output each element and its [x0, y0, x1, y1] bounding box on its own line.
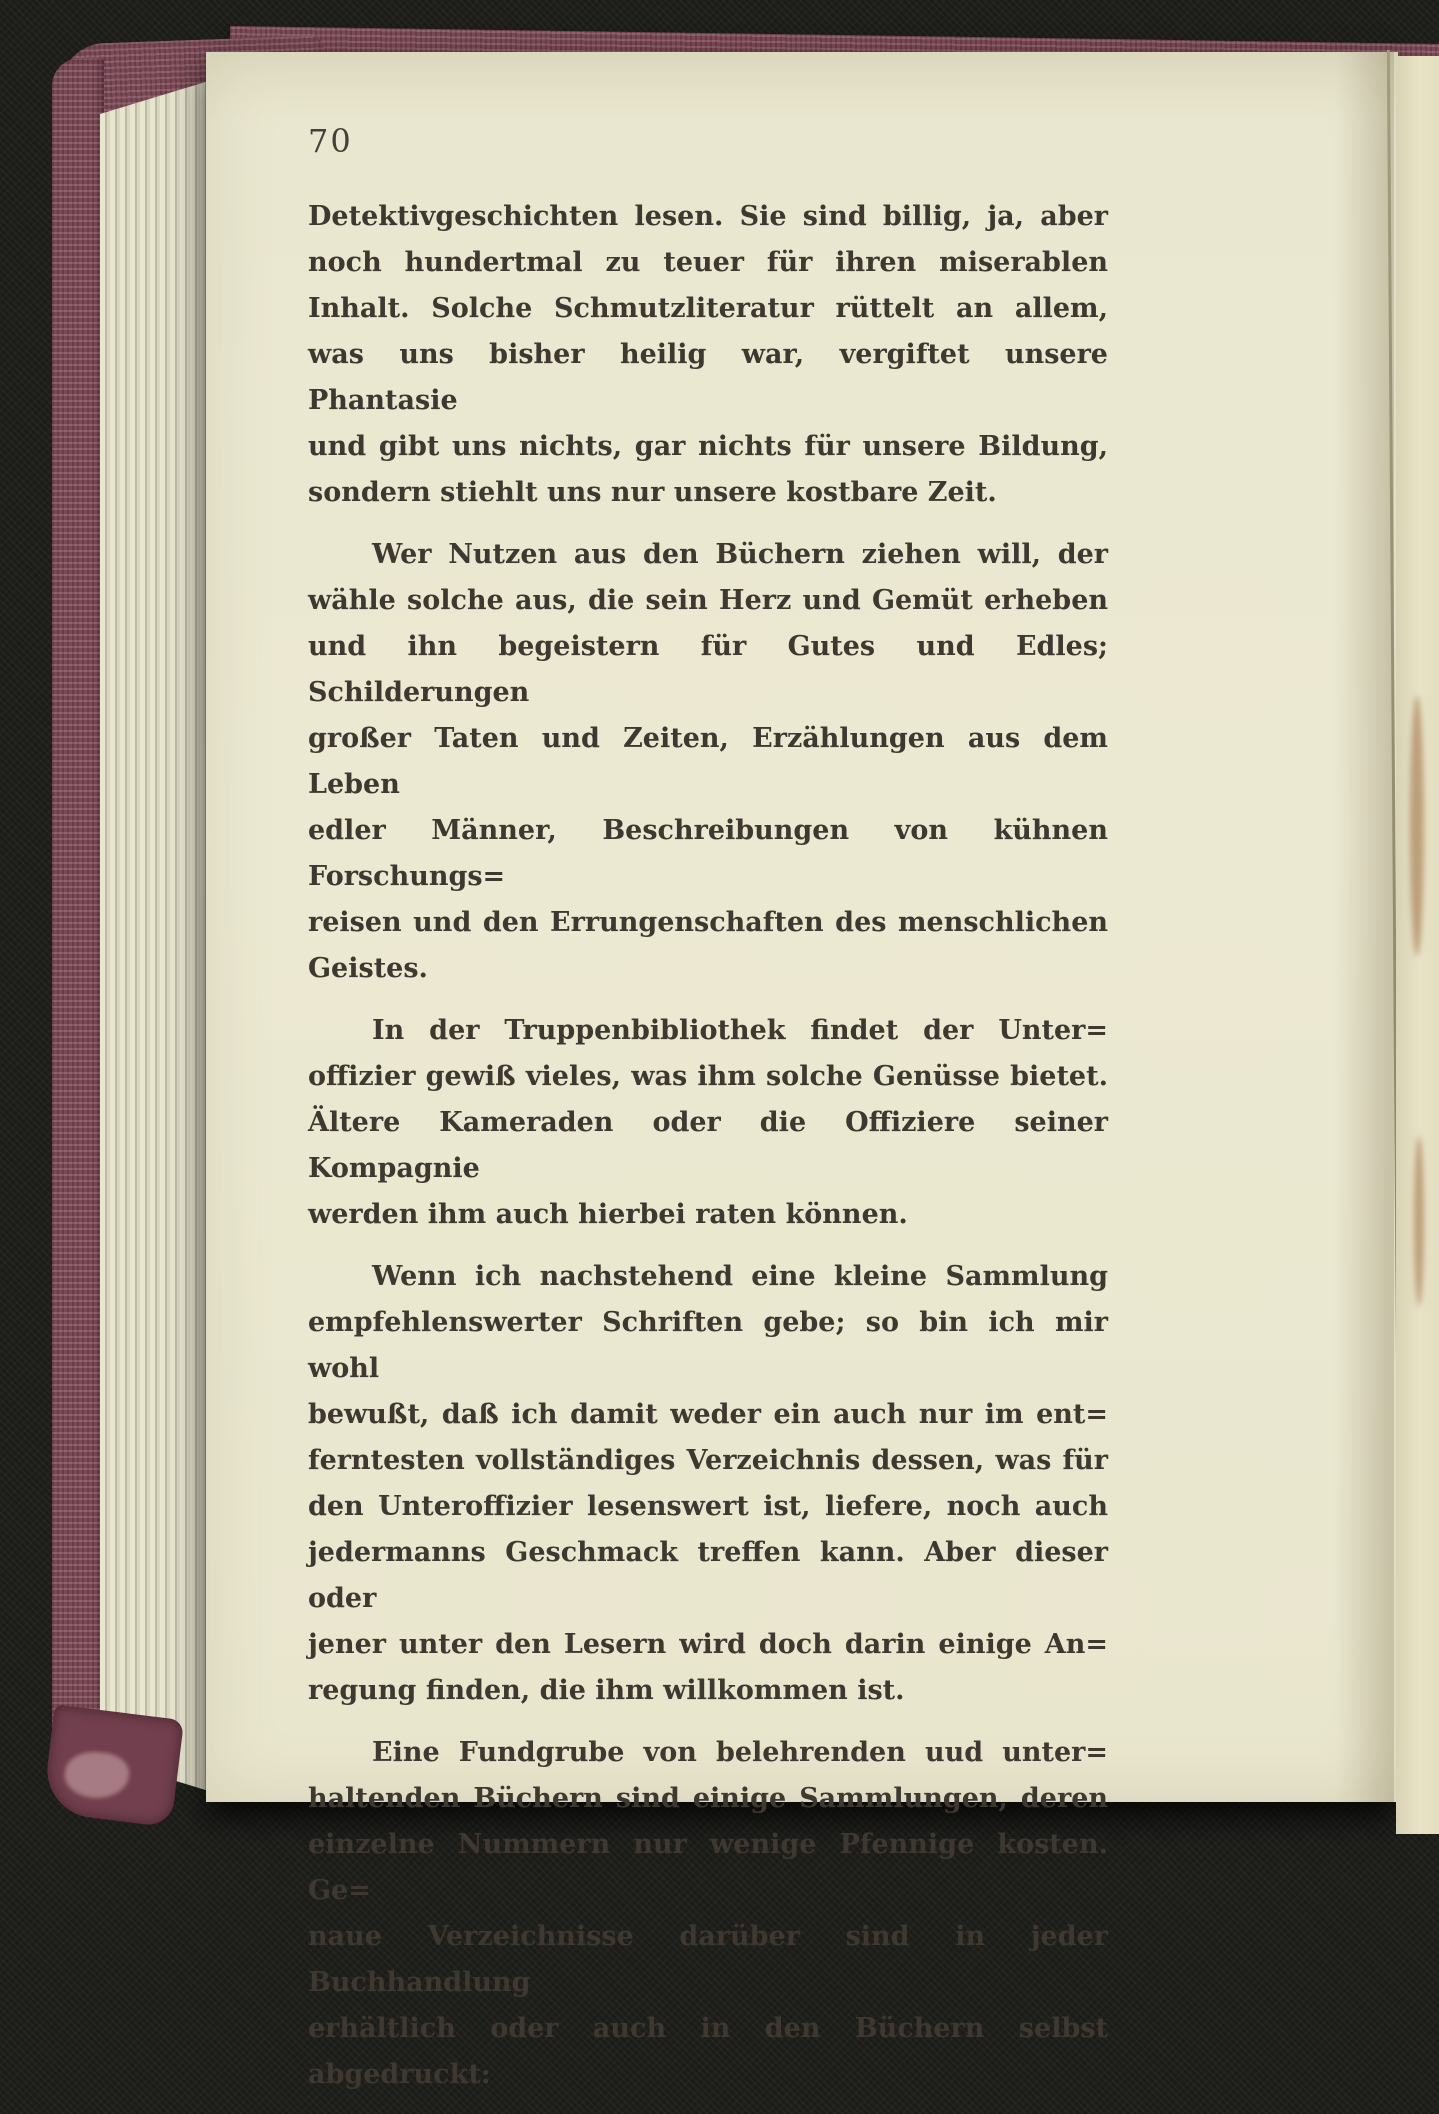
text-line: werden ihm auch hierbei raten können.	[308, 1199, 908, 1230]
text-line: noch hundertmal zu teuer für ihren miserablen	[308, 247, 1108, 278]
text-line: den Unteroffizier lesenswert ist, liefere, noch auch	[308, 1491, 1108, 1522]
text-line: In der Truppenbibliothek findet der Unter=	[372, 1015, 1108, 1046]
text-line: Wenn ich nachstehend eine kleine Sammlung	[372, 1261, 1108, 1292]
text-line: edler Männer, Beschreibungen von kühnen Forschungs=	[308, 815, 1108, 892]
text-line: ferntesten vollständiges Verzeichnis dessen, was für	[308, 1445, 1108, 1476]
text-line: regung finden, die ihm willkommen ist.	[308, 1675, 905, 1706]
facing-page-edge	[1396, 56, 1439, 1834]
text-line: bewußt, daß ich damit weder ein auch nur im ent=	[308, 1399, 1108, 1430]
text-line: jedermanns Geschmack treffen kann. Aber dieser oder	[308, 1537, 1108, 1614]
page-text	[308, 194, 1108, 2114]
text-line: reisen und den Errungenschaften des menschlichen	[308, 907, 1108, 938]
worn-cover-corner	[42, 1704, 184, 1827]
foxing-stain	[1410, 696, 1424, 956]
text-line: großer Taten und Zeiten, Erzählungen aus dem Leben	[308, 723, 1108, 800]
text-line: haltenden Büchern sind einige Sammlungen, deren	[308, 1783, 1108, 1814]
text-line: offizier gewiß vieles, was ihm solche Genüsse bietet.	[308, 1061, 1108, 1092]
text-line: sondern stiehlt uns nur unsere kostbare Zeit.	[308, 477, 997, 508]
text-line: naue Verzeichnisse darüber sind in jeder Buchhandlung	[308, 1921, 1108, 1998]
text-line: Geistes.	[308, 953, 428, 984]
text-line: und gibt uns nichts, gar nichts für unsere Bildung,	[308, 431, 1108, 462]
text-line: wähle solche aus, die sein Herz und Gemüt erheben	[308, 585, 1108, 616]
paragraph	[308, 532, 1108, 992]
gutter-shadow	[1336, 52, 1394, 1802]
text-line: erhältlich oder auch in den Büchern selbst abgedruckt:	[308, 2013, 1108, 2090]
book-cover-left-edge	[52, 58, 104, 1770]
paragraph	[308, 194, 1108, 516]
worn-cover-patch	[62, 1748, 131, 1801]
text-line: Ältere Kameraden oder die Offiziere seiner Kompagnie	[308, 1107, 1108, 1184]
page-number: 70	[308, 122, 353, 160]
text-line: empfehlenswerter Schriften gebe; so bin ich mir wohl	[308, 1307, 1108, 1384]
text-line: Detektivgeschichten lesen. Sie sind billig, ja, aber	[308, 201, 1108, 232]
paragraph	[308, 1254, 1108, 1714]
paragraph	[308, 1008, 1108, 1238]
text-line: jener unter den Lesern wird doch darin einige An=	[308, 1629, 1108, 1660]
page-stack-edges	[100, 80, 212, 1792]
text-line: einzelne Nummern nur wenige Pfennige kosten. Ge=	[308, 1829, 1108, 1906]
text-line: Wer Nutzen aus den Büchern ziehen will, der	[372, 539, 1108, 570]
paragraph	[308, 1730, 1108, 2098]
text-line: Inhalt. Solche Schmutzliteratur rüttelt an allem,	[308, 293, 1108, 324]
text-line: Eine Fundgrube von belehrenden uud unter=	[372, 1737, 1108, 1768]
text-line: was uns bisher heilig war, vergiftet unsere Phantasie	[308, 339, 1108, 416]
foxing-stain	[1414, 1136, 1424, 1306]
text-line: und ihn begeistern für Gutes und Edles; Schilderungen	[308, 631, 1108, 708]
